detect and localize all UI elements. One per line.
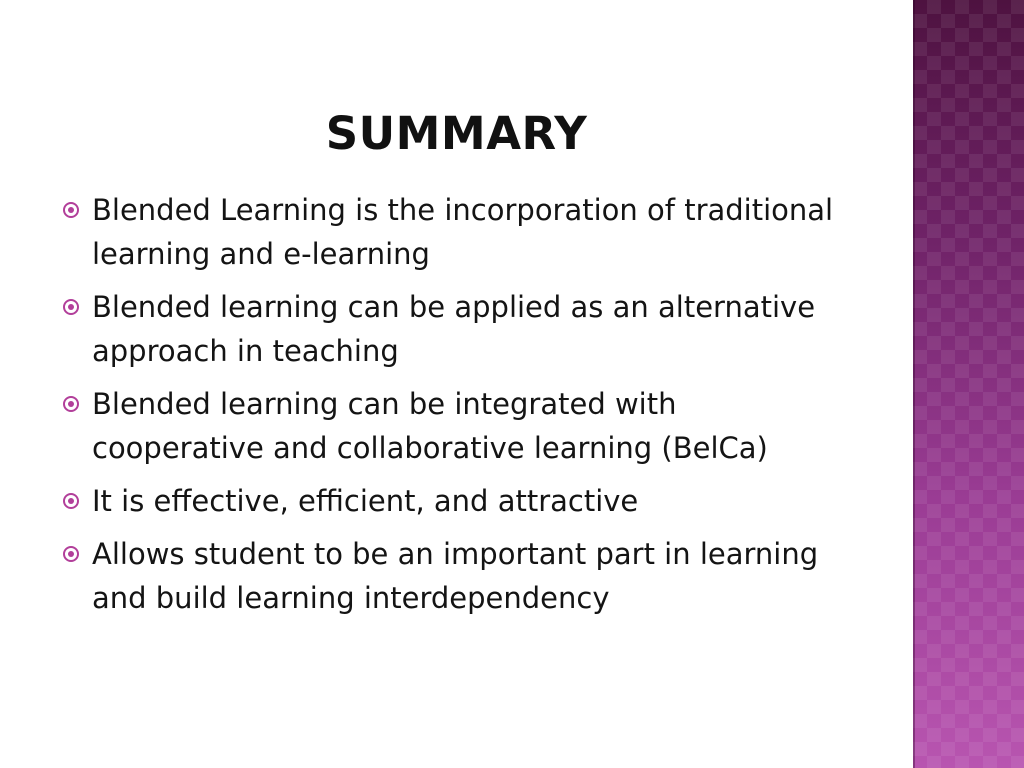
bullet-text: Blended learning can be applied as an alternative approach in teaching [92, 290, 816, 368]
bullet-item [62, 188, 852, 276]
bullet-text: It is effective, efficient, and attractive [92, 484, 639, 518]
bullet-text: Allows student to be an important part in learning and build learning interdependency [92, 537, 819, 615]
bullet-text: Blended learning can be integrated with cooperative and collaborative learning (BelCa) [92, 387, 768, 465]
slide-title: SUMMARY [325, 107, 588, 160]
bullet-item [62, 285, 852, 373]
decorative-side-band [913, 0, 1024, 768]
bullet-item [62, 532, 852, 620]
bullet-text: Blended Learning is the incorporation of traditional learning and e-learning [92, 193, 834, 271]
radio-bullet-icon [63, 396, 79, 412]
bullet-list [62, 188, 852, 629]
bullet-item [62, 479, 852, 523]
bullet-item [62, 382, 852, 470]
radio-bullet-icon [63, 299, 79, 315]
radio-bullet-icon [63, 493, 79, 509]
radio-bullet-icon [63, 546, 79, 562]
radio-bullet-icon [63, 202, 79, 218]
